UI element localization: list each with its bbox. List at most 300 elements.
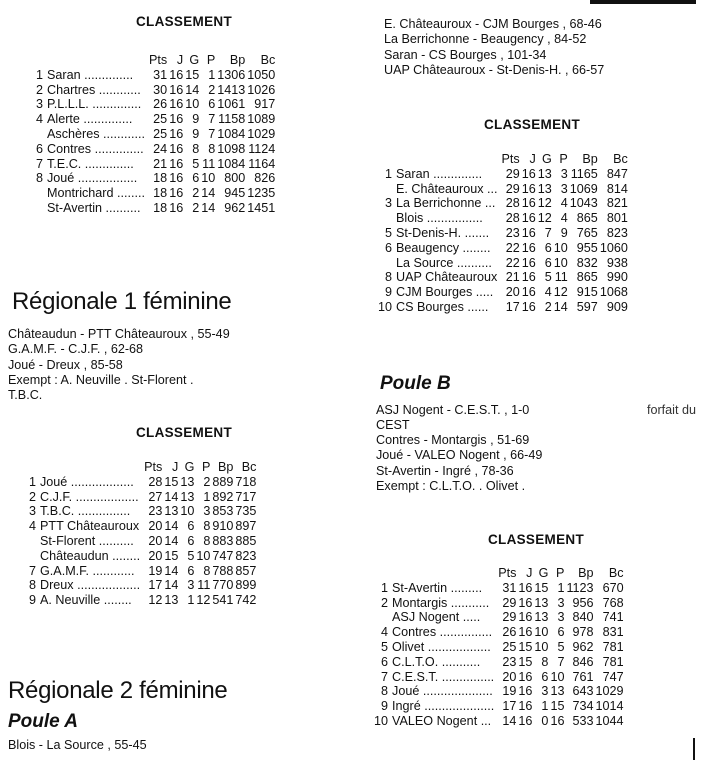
table-row: [374, 714, 625, 729]
table-row: [378, 285, 629, 300]
cell-g: 7: [544, 225, 552, 240]
cell-bc: 909: [606, 299, 628, 314]
table-row: [30, 127, 276, 142]
cell-j: 16: [518, 595, 533, 610]
table-row: [378, 196, 629, 211]
cell-bc: 1060: [599, 240, 628, 255]
cell-g: 13: [537, 181, 552, 196]
cell-j: 16: [518, 610, 533, 625]
cell-j: 16: [518, 669, 533, 684]
cell-rank: 10: [374, 713, 389, 728]
table-row: [23, 549, 257, 564]
standings-table: [374, 566, 625, 729]
cell-rank: 6: [381, 654, 389, 669]
cell-g: 2: [544, 299, 552, 314]
cell-rank: [378, 211, 396, 226]
table-row: [378, 270, 629, 285]
cell-j: 14: [164, 563, 179, 578]
cell-j: 15: [164, 548, 179, 563]
cell-rank: [30, 201, 47, 216]
cell-pts: 18: [153, 186, 168, 201]
cell-g: 13: [534, 595, 549, 610]
cell-bc: 742: [235, 593, 257, 608]
cell-bc: 747: [602, 669, 624, 684]
cell-bc: 857: [235, 563, 257, 578]
table-row: [23, 490, 257, 505]
cell-bp: 1061: [217, 97, 246, 112]
cell-pts: 18: [153, 200, 168, 215]
result-line: Châteaudun - PTT Châteauroux , 55-49: [8, 327, 230, 341]
cell-rank: 8: [28, 578, 36, 593]
result-line: UAP Châteauroux - St-Denis-H. , 66-57: [384, 62, 605, 77]
cell-j: 14: [164, 578, 179, 593]
cell-bc: 1014: [595, 699, 624, 714]
cell-bc: 1235: [247, 186, 276, 201]
table-row: [378, 300, 629, 315]
cell-g: 6: [187, 533, 195, 548]
cell-j: 16: [169, 156, 184, 171]
cell-pts: 19: [502, 684, 517, 699]
cell-j: 16: [521, 270, 536, 285]
cell-bp: 892: [212, 489, 234, 504]
cell-j: 16: [521, 299, 536, 314]
cell-bc: 1029: [595, 684, 624, 699]
column-header: Pts: [501, 152, 520, 166]
cell-bc: 741: [602, 610, 624, 625]
table-row: [30, 68, 276, 83]
cell-pts: 28: [505, 211, 520, 226]
cell-p: 3: [203, 504, 211, 519]
cell-pts: 28: [148, 474, 163, 489]
result-line: Contres - Montargis , 51-69: [376, 433, 530, 447]
column-header: P: [559, 152, 568, 166]
team-name: E. Châteauroux ...: [396, 181, 498, 196]
cell-bc: 781: [602, 639, 624, 654]
cell-p: 1: [208, 67, 216, 82]
cell-j: 16: [521, 181, 536, 196]
cell-p: 8: [208, 141, 216, 156]
column-header: G: [541, 152, 552, 166]
cell-j: 16: [521, 166, 536, 181]
cell-pts: 27: [148, 489, 163, 504]
team-name: Chartres ............: [47, 82, 141, 97]
cell-g: 12: [537, 196, 552, 211]
cell-bp: 800: [224, 171, 246, 186]
cell-bc: 821: [606, 196, 628, 211]
table-row: [30, 142, 276, 157]
cell-bp: 915: [576, 285, 598, 300]
cell-j: 16: [521, 240, 536, 255]
cell-p: 12: [553, 285, 568, 300]
standings-table: [378, 152, 629, 315]
cell-g: 1: [541, 699, 549, 714]
cell-bp: 962: [224, 200, 246, 215]
table-row: [23, 519, 257, 534]
cell-rank: 1: [28, 474, 36, 489]
cell-rank: [30, 127, 47, 142]
team-name: La Berrichonne ...: [396, 196, 496, 211]
cell-g: 13: [534, 610, 549, 625]
cell-bc: 1089: [247, 112, 276, 127]
cell-j: 16: [169, 200, 184, 215]
cell-pts: 14: [502, 713, 517, 728]
team-name: CS Bourges ......: [396, 299, 489, 314]
result-line: La Berrichonne - Beaugency , 84-52: [384, 32, 587, 47]
cell-j: 16: [169, 67, 184, 82]
cell-j: 16: [518, 625, 533, 640]
result-line: Saran - CS Bourges , 101-34: [384, 47, 547, 62]
cell-j: 16: [521, 211, 536, 226]
column-header: Bc: [613, 152, 628, 166]
cell-pts: 30: [153, 82, 168, 97]
cell-rank: 4: [35, 112, 43, 127]
table-row: [378, 182, 629, 197]
team-name: CJM Bourges .....: [396, 285, 494, 300]
cell-g: 14: [185, 82, 200, 97]
cell-j: 16: [518, 699, 533, 714]
table-row: [374, 670, 625, 685]
cell-bc: 831: [602, 625, 624, 640]
cell-pts: 20: [148, 548, 163, 563]
team-name: PTT Châteauroux: [40, 519, 140, 534]
cell-bp: 840: [572, 610, 594, 625]
result-line: ASJ Nogent - C.E.S.T. , 1-0 forfait du: [376, 403, 696, 417]
cell-rank: [374, 610, 392, 625]
cell-rank: 5: [385, 225, 393, 240]
cell-p: 11: [197, 578, 211, 593]
cell-g: 5: [187, 548, 195, 563]
cell-g: 15: [534, 580, 549, 595]
cell-p: 10: [201, 171, 216, 186]
cell-g: 9: [192, 112, 200, 127]
cell-pts: 23: [502, 654, 517, 669]
edge-mark: [693, 738, 695, 760]
cell-pts: 20: [148, 519, 163, 534]
cell-bp: 1043: [569, 196, 598, 211]
cell-bc: 717: [235, 489, 257, 504]
cell-bp: 541: [212, 593, 234, 608]
cell-rank: 4: [381, 625, 389, 640]
cell-pts: 12: [148, 593, 163, 608]
cell-p: 14: [201, 186, 216, 201]
cell-j: 16: [169, 112, 184, 127]
cell-p: 10: [553, 240, 568, 255]
column-header: Bp: [217, 460, 234, 474]
cell-g: 1: [187, 593, 195, 608]
cell-bc: 735: [235, 504, 257, 519]
cell-pts: 26: [502, 625, 517, 640]
team-name: Contres ..............: [47, 141, 144, 156]
cell-p: 1: [203, 489, 211, 504]
table-header-row: [30, 53, 276, 68]
cell-p: 12: [196, 593, 211, 608]
standings-table: [30, 53, 276, 216]
cell-pts: 25: [502, 639, 517, 654]
column-header: G: [184, 460, 195, 474]
team-name: C.E.S.T. ...............: [392, 669, 495, 684]
cell-p: 3: [560, 181, 568, 196]
result-line: Exempt : A. Neuville . St-Florent .: [8, 372, 194, 387]
cell-p: 11: [202, 156, 216, 171]
result-line: Joué - VALEO Nogent , 66-49: [376, 448, 543, 463]
cell-p: 6: [208, 97, 216, 112]
table-row: [23, 593, 257, 608]
table-row: [23, 564, 257, 579]
table-row: [30, 83, 276, 98]
team-name: Saran ..............: [47, 67, 134, 82]
team-name: Joué ..................: [40, 474, 134, 489]
cell-bp: 643: [572, 684, 594, 699]
team-name: G.A.M.F. ............: [40, 563, 135, 578]
table-header-row: [378, 152, 629, 167]
cell-j: 15: [164, 474, 179, 489]
result-line: E. Châteauroux - CJM Bourges , 68-46: [384, 17, 602, 31]
cell-rank: 3: [28, 504, 36, 519]
cell-bc: 1068: [599, 285, 628, 300]
cell-bc: 885: [235, 533, 257, 548]
cell-bp: 846: [572, 654, 594, 669]
result-line: Exempt : C.L.T.O. . Olivet .: [376, 478, 526, 493]
cell-p: 11: [554, 270, 568, 285]
cell-p: 7: [557, 654, 565, 669]
cell-pts: 18: [153, 171, 168, 186]
cell-g: 3: [187, 578, 195, 593]
table-row: [378, 256, 629, 271]
cell-p: 10: [196, 548, 211, 563]
team-name: Châteaudun ........: [40, 548, 141, 563]
cell-p: 7: [208, 112, 216, 127]
table-row: [374, 640, 625, 655]
team-name: Aschères ............: [47, 126, 145, 141]
cell-bc: 847: [606, 166, 628, 181]
column-header: G: [538, 566, 549, 580]
table-row: [30, 186, 276, 201]
column-header: Bp: [229, 53, 246, 67]
cell-pts: 25: [153, 112, 168, 127]
cell-pts: 26: [153, 97, 168, 112]
result-line: G.A.M.F. - C.J.F. , 62-68: [8, 342, 144, 357]
cell-j: 16: [521, 255, 536, 270]
cell-bc: 1164: [248, 156, 276, 171]
cell-rank: [23, 534, 40, 549]
cell-bp: 889: [212, 474, 234, 489]
cell-bp: 883: [212, 533, 234, 548]
cell-p: 3: [557, 595, 565, 610]
team-name: Olivet ..................: [392, 639, 491, 654]
cell-pts: 19: [148, 563, 163, 578]
classement-heading: CLASSEMENT: [135, 14, 232, 29]
table-row: [23, 475, 257, 490]
team-name: Saran ..............: [396, 166, 483, 181]
cell-rank: 1: [35, 67, 43, 82]
cell-bp: 1069: [569, 181, 598, 196]
cell-g: 9: [192, 126, 200, 141]
cell-pts: 20: [502, 669, 517, 684]
cell-g: 4: [544, 285, 552, 300]
cell-j: 16: [169, 171, 184, 186]
poule-title: Poule B: [380, 373, 451, 394]
cell-j: 16: [521, 196, 536, 211]
cell-rank: 10: [378, 299, 393, 314]
cell-j: 16: [521, 225, 536, 240]
cell-bp: 865: [576, 270, 598, 285]
cell-pts: 21: [505, 270, 520, 285]
table-row: [23, 504, 257, 519]
cell-p: 4: [560, 211, 568, 226]
cell-g: 15: [185, 67, 200, 82]
cell-g: 6: [544, 240, 552, 255]
cell-rank: [378, 256, 396, 271]
section-title: Régionale 2 féminine: [8, 677, 228, 704]
cell-rank: 1: [385, 166, 393, 181]
cell-p: 13: [550, 684, 565, 699]
table-row: [374, 581, 625, 596]
team-name: St-Avertin ..........: [47, 200, 141, 215]
cell-rank: 9: [28, 593, 36, 608]
cell-g: 8: [192, 141, 200, 156]
cell-j: 16: [521, 285, 536, 300]
cell-j: 16: [518, 580, 533, 595]
table-row: [374, 684, 625, 699]
column-header: J: [176, 53, 184, 67]
cell-j: 16: [169, 97, 184, 112]
cell-p: 15: [550, 699, 565, 714]
cell-pts: 17: [502, 699, 517, 714]
cell-pts: 20: [148, 533, 163, 548]
table-row: [30, 97, 276, 112]
cell-bp: 853: [212, 504, 234, 519]
cell-rank: 1: [381, 580, 389, 595]
team-name: Joué .................: [47, 171, 138, 186]
cell-pts: 23: [505, 225, 520, 240]
cell-rank: 9: [385, 285, 393, 300]
cell-bc: 899: [235, 578, 257, 593]
cell-pts: 22: [505, 240, 520, 255]
cell-bc: 1026: [247, 82, 276, 97]
cell-j: 16: [518, 713, 533, 728]
cell-bc: 1029: [247, 126, 276, 141]
cell-pts: 29: [502, 595, 517, 610]
table-row: [374, 625, 625, 640]
cell-bp: 533: [572, 713, 594, 728]
cell-p: 10: [553, 255, 568, 270]
team-name: Montrichard ........: [47, 186, 145, 201]
cell-g: 6: [541, 669, 549, 684]
column-header: J: [529, 152, 536, 166]
table-row: [374, 596, 625, 611]
cell-g: 2: [192, 200, 200, 215]
column-header: Bp: [578, 566, 594, 580]
column-header: J: [526, 566, 533, 580]
team-name: P.L.L.L. ..............: [47, 97, 142, 112]
column-header: P: [556, 566, 565, 580]
column-header: J: [172, 460, 179, 474]
cell-g: 8: [541, 654, 549, 669]
cell-bc: 801: [606, 211, 628, 226]
column-header: Bc: [608, 566, 624, 580]
column-header: P: [206, 53, 216, 67]
cell-bc: 823: [235, 548, 257, 563]
cell-g: 2: [192, 186, 200, 201]
cell-bp: 761: [572, 669, 594, 684]
cell-rank: 6: [35, 141, 43, 156]
column-header: Bp: [582, 152, 598, 166]
result-line: CEST: [376, 418, 410, 432]
cell-bc: 1451: [247, 200, 276, 215]
cell-rank: 3: [385, 196, 393, 211]
cell-bc: 1124: [248, 141, 276, 156]
cell-j: 16: [169, 186, 184, 201]
team-name: UAP Châteauroux: [396, 270, 498, 285]
result-line: St-Avertin - Ingré , 78-36: [376, 463, 514, 478]
table-row: [30, 171, 276, 186]
cell-pts: 31: [502, 580, 517, 595]
cell-pts: 23: [148, 504, 163, 519]
team-name: La Source ..........: [396, 255, 492, 270]
column-header: Pts: [148, 53, 168, 67]
column-header: G: [189, 53, 200, 67]
cell-rank: 4: [28, 519, 36, 534]
cell-pts: 21: [153, 156, 168, 171]
cell-g: 13: [180, 489, 195, 504]
cell-j: 16: [169, 82, 184, 97]
cell-bc: 814: [606, 181, 628, 196]
cell-bp: 865: [576, 211, 598, 226]
cell-p: 6: [557, 625, 565, 640]
table-header-row: [374, 566, 625, 581]
table-row: [30, 201, 276, 216]
cell-bc: 826: [254, 171, 276, 186]
cell-p: 7: [208, 126, 216, 141]
classement-heading: CLASSEMENT: [135, 425, 232, 440]
table-row: [374, 610, 625, 625]
cell-p: 1: [557, 580, 565, 595]
cell-g: 6: [192, 171, 200, 186]
cell-bc: 768: [602, 595, 624, 610]
cell-bc: 938: [606, 255, 628, 270]
cell-bc: 897: [235, 519, 257, 534]
section-title: Régionale 1 féminine: [12, 288, 232, 315]
team-name: C.L.T.O. ...........: [392, 654, 481, 669]
cell-bc: 781: [602, 654, 624, 669]
cell-p: 14: [553, 299, 568, 314]
cell-p: 10: [550, 669, 565, 684]
column-header: P: [201, 460, 211, 474]
cell-j: 16: [169, 126, 184, 141]
classement-heading: CLASSEMENT: [487, 532, 584, 547]
cell-bc: 1050: [247, 67, 276, 82]
cell-bp: 1413: [217, 82, 246, 97]
cell-rank: 6: [385, 240, 393, 255]
cell-g: 13: [180, 474, 195, 489]
cell-bp: 788: [212, 563, 234, 578]
team-name: A. Neuville ........: [40, 593, 132, 608]
result-line: Joué - Dreux , 85-58: [8, 357, 123, 372]
team-name: C.J.F. ..................: [40, 489, 139, 504]
results-list: [376, 433, 542, 494]
cell-p: 9: [560, 225, 568, 240]
table-row: [23, 578, 257, 593]
cell-g: 6: [544, 255, 552, 270]
cell-pts: 25: [153, 126, 168, 141]
team-name: VALEO Nogent ...: [392, 713, 492, 728]
table-row: [374, 655, 625, 670]
standings-table: [23, 460, 257, 608]
cell-pts: 31: [153, 67, 168, 82]
cell-p: 4: [560, 196, 568, 211]
cell-g: 13: [537, 166, 552, 181]
cell-j: 15: [518, 639, 533, 654]
